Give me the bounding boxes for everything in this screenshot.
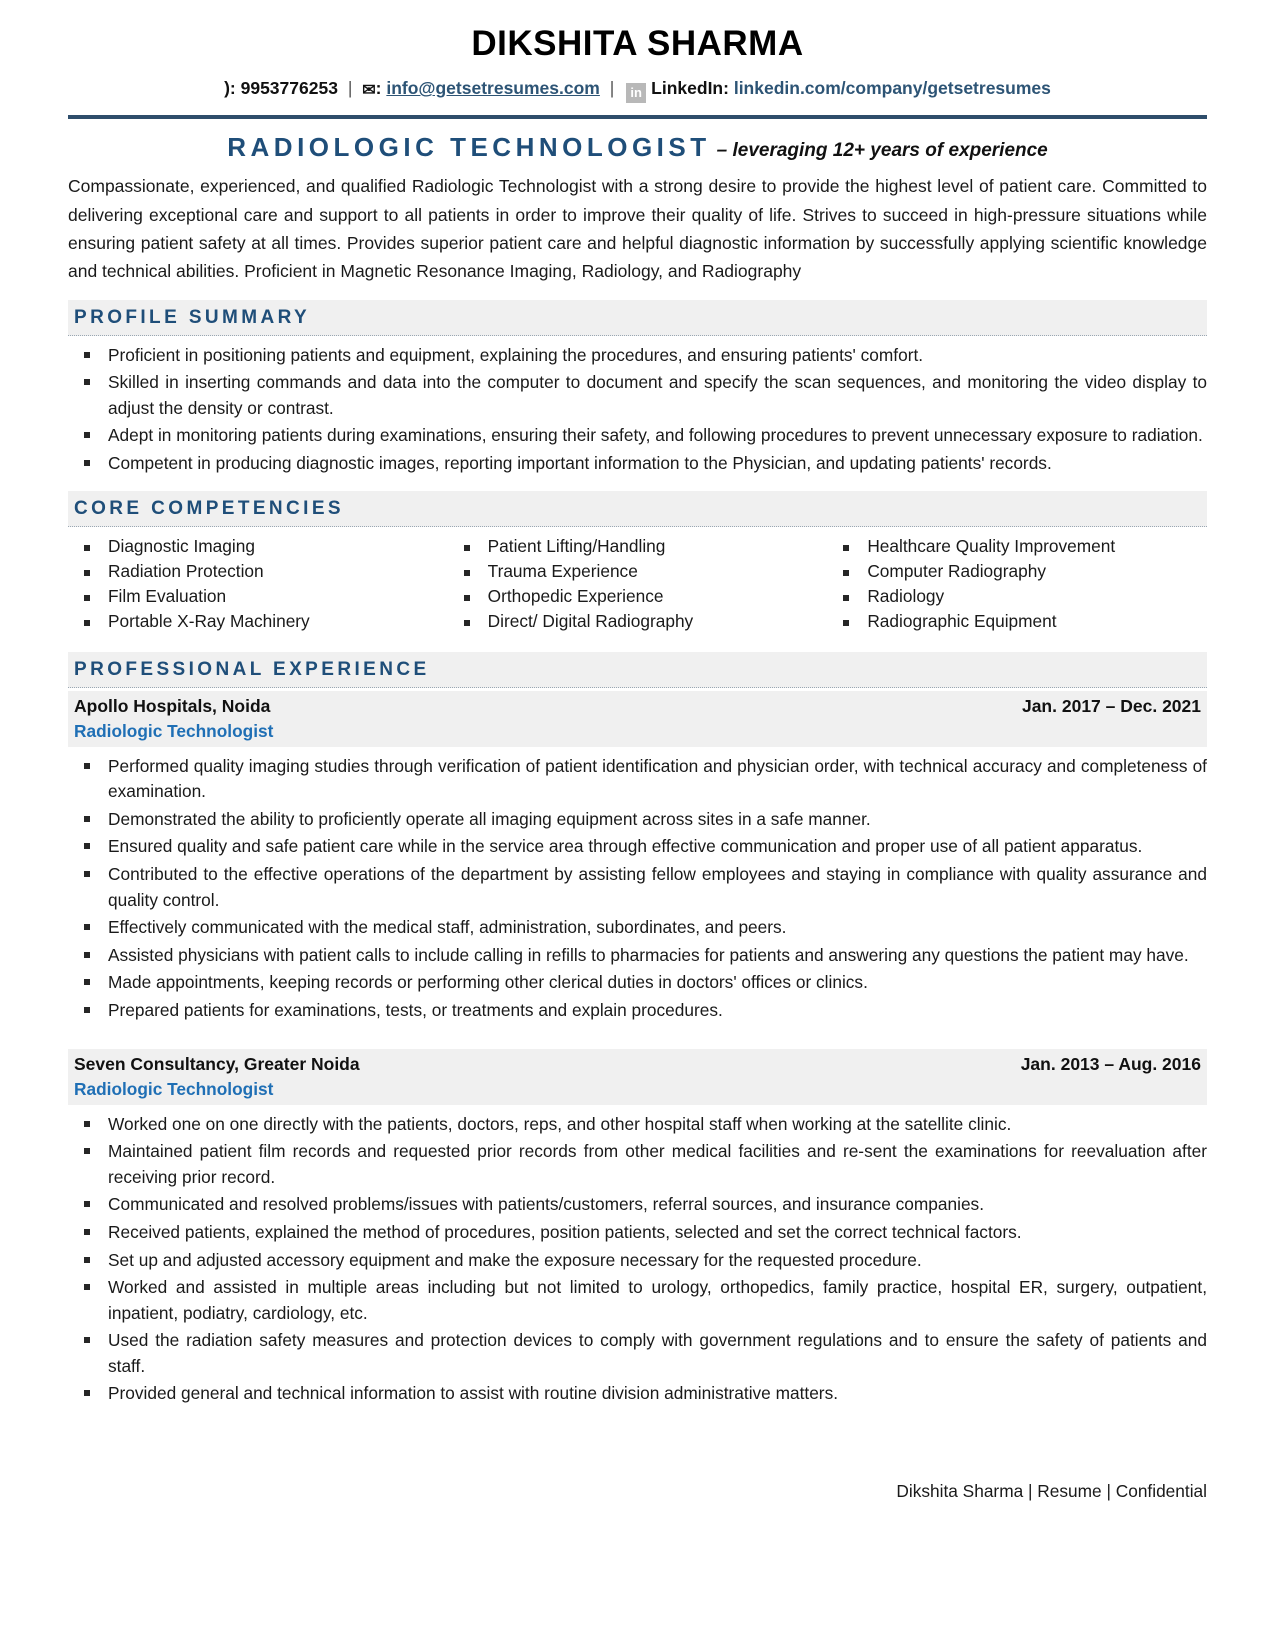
phone-number: : 9953776253	[229, 78, 338, 99]
list-item: Competent in producing diagnostic images, reporting important information to the Physician, and updating patients' records.	[68, 451, 1207, 477]
list-item: Adept in monitoring patients during examinations, ensuring their safety, and following procedures to prevent unnecessary exposure to radiation.	[68, 423, 1207, 449]
contact-separator-2: |	[609, 78, 615, 99]
list-item: Assisted physicians with patient calls to include calling in refills to pharmacies for patients and answering any questions the patient may have.	[68, 943, 1207, 969]
job-role: Radiologic Technologist	[74, 1078, 274, 1099]
section-header-core-competencies	[68, 491, 1207, 527]
section-header-profile-summary	[68, 300, 1207, 336]
list-item: Healthcare Quality Improvement	[827, 538, 1207, 563]
contact-line	[68, 78, 1207, 103]
job-bullets	[68, 1112, 1207, 1408]
candidate-name: DIKSHITA SHARMA	[471, 24, 804, 63]
job-title-line	[74, 1054, 1201, 1075]
list-item: Skilled in inserting commands and data into the computer to document and specify the scan sequences, and monitoring the video display to adjust the density or contrast.	[68, 370, 1207, 421]
section-title: CORE COMPETENCIES	[74, 497, 344, 519]
list-item: Radiology	[827, 588, 1207, 613]
list-item: Provided general and technical information to assist with routine division administrative matters.	[68, 1381, 1207, 1407]
phone-icon: )	[224, 78, 230, 99]
list-item: Used the radiation safety measures and protection devices to comply with government regulations and to ensure the safety of patients and staff.	[68, 1328, 1207, 1379]
job-role: Radiologic Technologist	[74, 720, 274, 741]
job-dates: Jan. 2017 – Dec. 2021	[1021, 695, 1201, 716]
core-competencies-grid	[68, 535, 1207, 638]
email-link[interactable]: info@getsetresumes.com	[386, 78, 600, 99]
job-company: Apollo Hospitals, Noida	[74, 695, 271, 716]
list-item: Radiographic Equipment	[827, 613, 1207, 638]
list-item: Communicated and resolved problems/issues with patients/customers, referral sources, and insurance companies.	[68, 1192, 1207, 1218]
header-divider	[68, 115, 1207, 119]
section-title: PROFESSIONAL EXPERIENCE	[74, 658, 430, 680]
list-item: Trauma Experience	[448, 563, 828, 588]
contact-separator-1: |	[347, 78, 353, 99]
job-title-line	[74, 696, 1201, 717]
list-item: Computer Radiography	[827, 563, 1207, 588]
list-item: Prepared patients for examinations, tests, or treatments and explain procedures.	[68, 998, 1207, 1024]
list-item: Direct/ Digital Radiography	[448, 613, 828, 638]
job-bullets	[68, 754, 1207, 1024]
list-item: Film Evaluation	[68, 588, 448, 613]
job-title-tagline: – leveraging 12+ years of experience	[716, 140, 1048, 162]
list-item: Radiation Protection	[68, 563, 448, 588]
list-item: Ensured quality and safe patient care while in the service area through effective communication and proper use of all patient apparatus.	[68, 834, 1207, 860]
job-title-row	[68, 132, 1207, 163]
job-header	[68, 691, 1207, 747]
list-item: Proficient in positioning patients and equipment, explaining the procedures, and ensuring patients' comfort.	[68, 343, 1207, 369]
page-footer: Dikshita Sharma | Resume | Confidential	[896, 1481, 1207, 1501]
section-title: PROFILE SUMMARY	[74, 306, 311, 328]
list-item: Demonstrated the ability to proficiently operate all imaging equipment across sites in a safe manner.	[68, 807, 1207, 833]
list-item: Contributed to the effective operations of the department by assisting fellow employees and staying in compliance with quality assurance and quality control.	[68, 862, 1207, 913]
list-item: Worked one on one directly with the patients, doctors, reps, and other hospital staff when working at the satellite clinic.	[68, 1112, 1207, 1138]
list-item: Portable X-Ray Machinery	[68, 613, 448, 638]
profile-summary-list	[68, 343, 1207, 477]
list-item: Set up and adjusted accessory equipment and make the exposure necessary for the requested procedure.	[68, 1248, 1207, 1274]
list-item: Performed quality imaging studies through verification of patient identification and physician order, with technical accuracy and completeness of examination.	[68, 754, 1207, 805]
list-item: Received patients, explained the method of procedures, position patients, selected and set the correct technical factors.	[68, 1220, 1207, 1246]
list-item: Worked and assisted in multiple areas including but not limited to urology, orthopedics, family practice, hospital ER, surgery, outpatient, inpatient, podiatry, cardiology, etc.	[68, 1275, 1207, 1326]
linkedin-label: LinkedIn:	[651, 78, 729, 99]
section-header-professional-experience	[68, 652, 1207, 688]
job-title: RADIOLOGIC TECHNOLOGIST	[227, 132, 711, 163]
list-item: Diagnostic Imaging	[68, 538, 448, 563]
job-header	[68, 1049, 1207, 1105]
email-colon: :	[375, 78, 382, 99]
job-dates: Jan. 2013 – Aug. 2016	[1020, 1053, 1201, 1074]
list-item: Made appointments, keeping records or performing other clerical duties in doctors' offices or clinics.	[68, 970, 1207, 996]
professional-summary-paragraph: Compassionate, experienced, and qualified Radiologic Technologist with a strong desire to provide the highest level of patient care. Committed to delivering exceptional care and support to all patients in order to improve their quality of life. Strives to succeed in high-pressure situations while ensuring patient safety at all times. Provides superior patient care and helpful diagnostic information by successfully applying scientific knowledge and technical abilities. Proficient in Magnetic Resonance Imaging, Radiology, and Radiography	[68, 176, 1207, 282]
job-company: Seven Consultancy, Greater Noida	[74, 1053, 360, 1074]
list-item: Orthopedic Experience	[448, 588, 828, 613]
list-item: Patient Lifting/Handling	[448, 538, 828, 563]
list-item: Effectively communicated with the medical staff, administration, subordinates, and peers.	[68, 915, 1207, 941]
linkedin-icon: in	[626, 83, 646, 103]
linkedin-link[interactable]: linkedin.com/company/getsetresumes	[733, 78, 1051, 99]
job-spacer	[68, 1026, 1207, 1046]
email-icon: ✉	[362, 82, 376, 100]
list-item: Maintained patient film records and requested prior records from other medical facilities and re-sent the examinations for reevaluation after receiving prior record.	[68, 1139, 1207, 1190]
